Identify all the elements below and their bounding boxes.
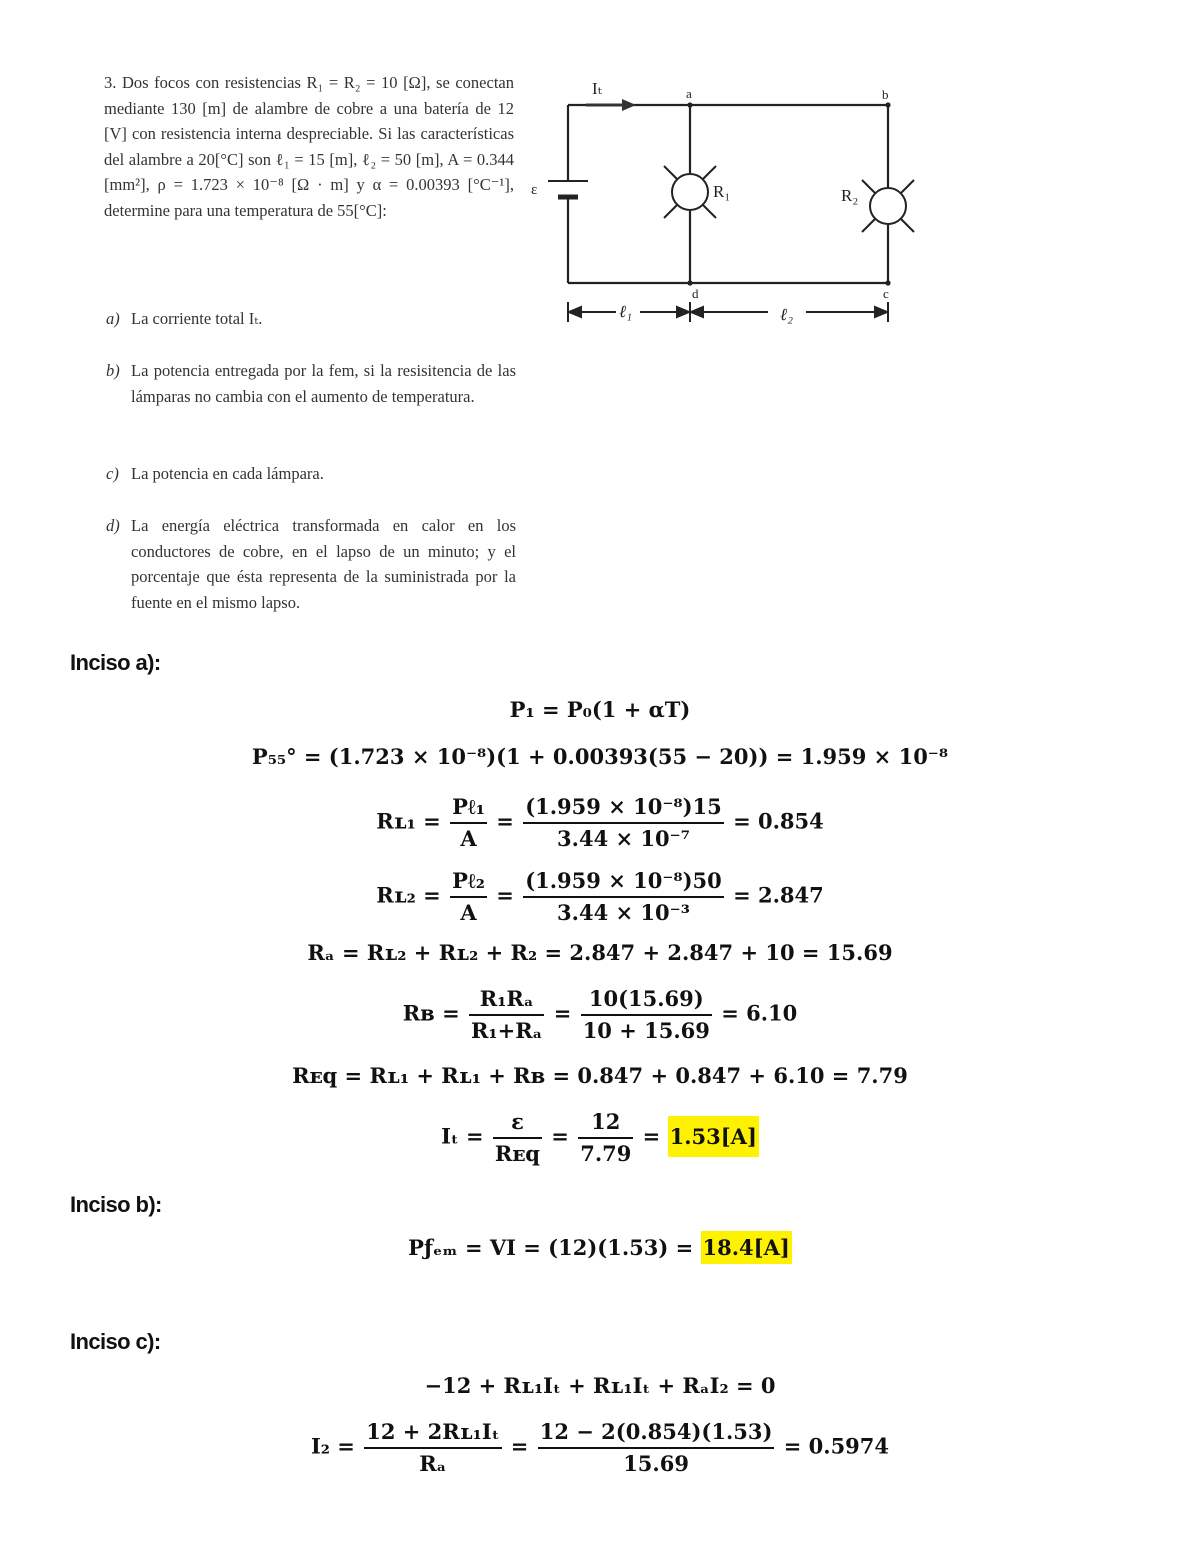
fraction: [523, 792, 724, 854]
equals: =: [503, 1433, 536, 1459]
node-d-dot: [687, 280, 692, 285]
node-a-label: a: [686, 86, 692, 101]
part-a-text: La corriente total Iₜ.: [131, 309, 263, 328]
numerator: Pℓ₁: [450, 792, 487, 824]
fraction: [469, 984, 544, 1046]
lamp-r1-symbol: [664, 166, 716, 218]
equation-resistivity-55: [0, 744, 1200, 769]
part-d-text: La energía eléctrica transformada en calor en los conductores de cobre, en el lapso de un minuto; y el porcentaje que ésta representa de la suministrada por la fuente en el mismo lapso.: [131, 516, 516, 612]
numerator: ε: [493, 1107, 542, 1139]
fraction: [450, 792, 487, 854]
denominator: A: [460, 900, 477, 925]
equation-total-current: [0, 1107, 1200, 1169]
heading-inciso-b: Inciso b):: [70, 1192, 162, 1217]
equals: =: [544, 1123, 577, 1149]
numerator: 10(15.69): [581, 984, 712, 1016]
equation-lhs: I₂ =: [310, 1433, 363, 1459]
equation-rl1: [0, 792, 1200, 854]
length-dimensions: [568, 302, 888, 322]
node-b-label: b: [882, 87, 889, 102]
node-d-label: d: [692, 286, 699, 301]
part-b-label: b): [106, 361, 120, 380]
denominator: 10 + 15.69: [582, 1018, 710, 1043]
numerator: R₁Rₐ: [469, 984, 544, 1016]
equation-resistivity-formula: [0, 697, 1200, 722]
equation-result: = 6.10: [713, 1000, 798, 1026]
part-c: [104, 461, 324, 487]
part-b: [104, 358, 516, 409]
numerator: 12 + 2Rʟ₁Iₜ: [364, 1417, 501, 1449]
denominator: 3.44 × 10⁻³: [557, 900, 690, 925]
denominator: Rᴇq: [494, 1141, 540, 1166]
part-d-label: d): [106, 516, 120, 535]
fraction: [364, 1417, 501, 1479]
numerator: 12 − 2(0.854)(1.53): [538, 1417, 775, 1449]
fraction: [450, 866, 487, 928]
equation-lhs: Iₜ =: [441, 1123, 491, 1149]
node-c-label: c: [883, 286, 889, 301]
equation-lhs: Rʟ₁ =: [376, 808, 449, 834]
denominator: Rₐ: [419, 1451, 447, 1476]
equation-text: P₅₅° = (1.723 × 10⁻⁸)(1 + 0.00393(55 − 20)) = 1.959 × 10⁻⁸: [251, 744, 949, 769]
numerator: (1.959 × 10⁻⁸)50: [523, 866, 724, 898]
equation-text: Rₐ = Rʟ₂ + Rʟ₂ + R₂ = 2.847 + 2.847 + 10 = 15.69: [307, 940, 893, 965]
equation-lhs: Pƒₑₘ = VI = (12)(1.53) =: [408, 1235, 701, 1260]
equation-text: −12 + Rʟ₁Iₜ + Rʟ₁Iₜ + RₐI₂ = 0: [424, 1373, 776, 1398]
equation-result: = 0.5974: [776, 1433, 890, 1459]
numerator: (1.959 × 10⁻⁸)15: [523, 792, 724, 824]
circuit-diagram: [528, 72, 928, 332]
fraction: [523, 866, 724, 928]
equals: =: [488, 882, 522, 908]
battery-symbol: [548, 181, 588, 197]
equation-text: P₁ = P₀(1 + αT): [509, 697, 691, 722]
denominator: 3.44 × 10⁻⁷: [557, 826, 690, 851]
equation-kirchhoff-loop: [0, 1373, 1200, 1398]
fraction: [581, 984, 712, 1046]
equation-i2: [0, 1417, 1200, 1479]
problem-statement: [104, 70, 514, 224]
part-a-label: a): [106, 309, 120, 328]
emf-label: ε: [531, 182, 538, 198]
equals: =: [635, 1123, 668, 1149]
equation-rb: [0, 984, 1200, 1046]
equation-r-alpha: [0, 940, 1200, 965]
node-c-dot: [885, 280, 890, 285]
node-a-dot: [687, 102, 692, 107]
part-b-text: La potencia entregada por la fem, si la resisitencia de las lámparas no cambia con el aumento de temperatura.: [131, 361, 516, 406]
part-c-text: La potencia en cada lámpara.: [131, 464, 324, 483]
heading-inciso-c: Inciso c):: [70, 1329, 161, 1354]
numerator: Pℓ₂: [450, 866, 487, 898]
equation-result: = 0.854: [725, 808, 824, 834]
numerator: 12: [578, 1107, 633, 1139]
length-l1-label: ℓ₁: [619, 302, 632, 321]
denominator: 7.79: [580, 1141, 632, 1166]
equation-lhs: Rʟ₂ =: [376, 882, 449, 908]
equation-power-fem: [0, 1235, 1200, 1260]
problem-text: 3. Dos focos con resistencias R₁ = R₂ = 10 [Ω], se conectan mediante 130 [m] de alambre de cobre a una batería de 12 [V] con resistencia interna despreciable. Si las características del alambre a 20[°C] son ℓ₁ = 15 [m], ℓ₂ = 50 [m], A = 0.344 [mm²], ρ = 1.723 × 10⁻⁸ [Ω · m] y α = 0.00393 [°C⁻¹], determine para una temperatura de 55[°C]:: [104, 73, 514, 220]
equals: =: [488, 808, 522, 834]
equation-rl2: [0, 866, 1200, 928]
highlighted-answer-a: 1.53[A]: [668, 1116, 759, 1157]
node-b-dot: [885, 102, 890, 107]
equals: =: [546, 1000, 579, 1026]
equation-result: = 2.847: [725, 882, 824, 908]
denominator: R₁+Rₐ: [470, 1018, 543, 1043]
highlighted-answer-b: 18.4[A]: [701, 1231, 792, 1264]
denominator: A: [460, 826, 477, 851]
part-a: [104, 306, 262, 332]
fraction: [493, 1107, 542, 1169]
part-c-label: c): [106, 464, 119, 483]
equation-lhs: Rʙ =: [402, 1000, 467, 1026]
length-l2-label: ℓ₂: [780, 305, 793, 324]
heading-inciso-a: Inciso a):: [70, 650, 161, 675]
r1-label: R₁: [713, 182, 731, 201]
current-arrow: [586, 99, 636, 111]
fraction: [578, 1107, 633, 1169]
part-d: [104, 513, 516, 615]
equation-text: Rᴇq = Rʟ₁ + Rʟ₁ + Rʙ = 0.847 + 0.847 + 6.10 = 7.79: [292, 1063, 908, 1088]
current-label: Iₜ: [592, 79, 602, 98]
lamp-r2-symbol: [862, 180, 914, 232]
fraction: [538, 1417, 775, 1479]
denominator: 15.69: [623, 1451, 689, 1476]
r2-label: R₂: [841, 186, 859, 205]
equation-req: [0, 1063, 1200, 1088]
